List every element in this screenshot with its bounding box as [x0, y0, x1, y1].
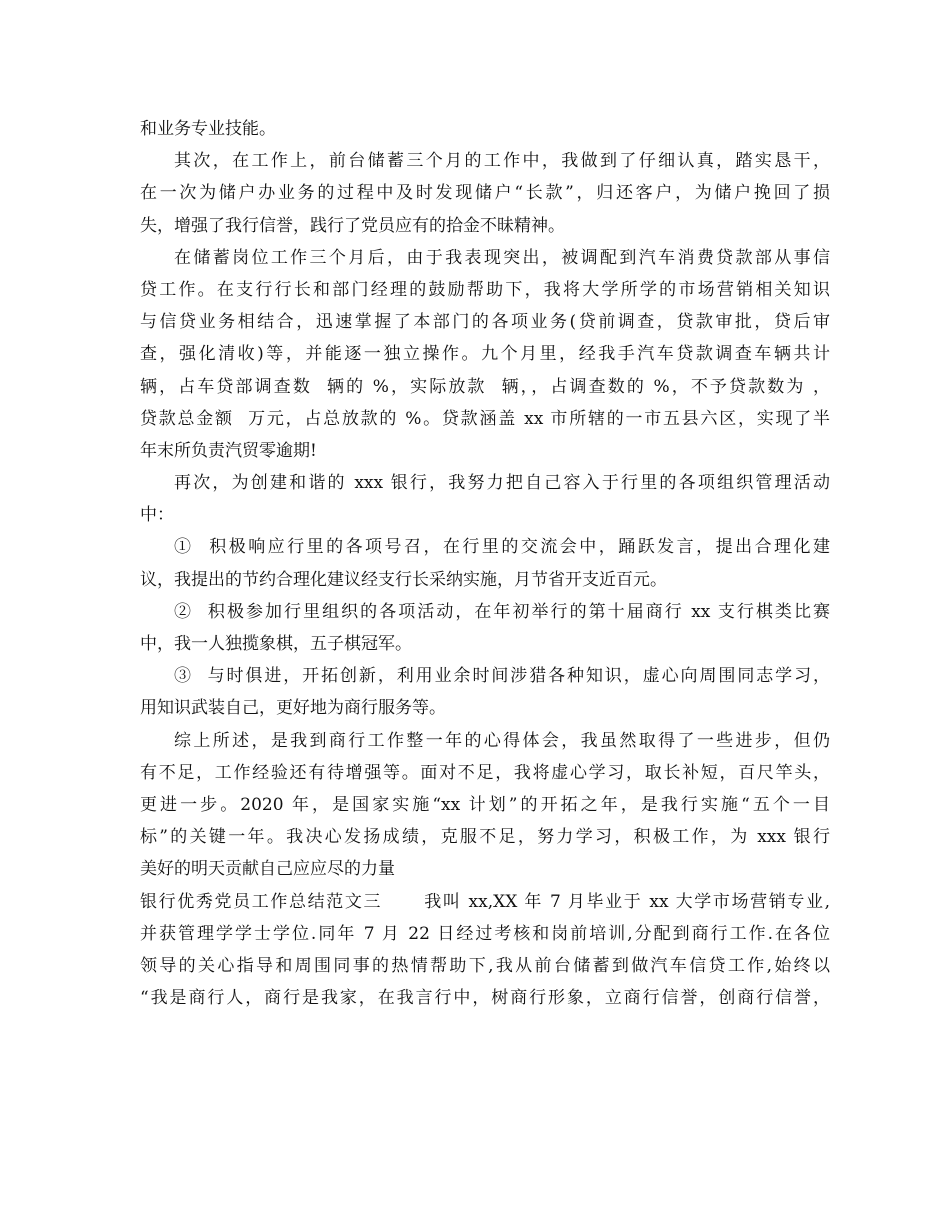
text-line: 贷款总金额 万元，占总放款的 %。贷款涵盖 xx 市所辖的一市五县六区，实现了半 — [140, 408, 830, 429]
section-heading-line: 银行优秀党员工作总结范文三 我叫 xx,XX 年 7 月毕业于 xx 大学市场营销专业, — [140, 891, 830, 912]
list-item-1: ① 积极响应行里的各项号召，在行里的交流会中，踊跃发言，提出合理化建 — [174, 537, 830, 558]
body-text — [140, 113, 830, 1014]
text-line: 有不足，工作经验还有待增强等。面对不足，我将虚心学习，取长补短，百尺竿头， — [140, 762, 830, 783]
text-line: 用知识武装自己，更好地为商行服务等。 — [140, 698, 446, 719]
text-line: 议，我提出的节约合理化建议经支行长采纳实施，月节省开支近百元。 — [140, 569, 667, 590]
text-line: 辆，占车贷部调查数 辆的 %，实际放款 辆，，占调查数的 %，不予贷款数为 ， — [140, 376, 830, 397]
paragraph-first-line: 其次，在工作上，前台储蓄三个月的工作中，我做到了仔细认真，踏实恳干， — [174, 151, 830, 172]
text-line: 更进一步。2020 年，是国家实施“xx 计划”的开拓之年，是我行实施“五个一目 — [140, 794, 830, 815]
paragraph-first-line: 再次，为创建和谐的 xxx 银行，我努力把自己容入于行里的各项组织管理活动 — [174, 473, 830, 494]
text-line: 与信贷业务相结合，迅速掌握了本部门的各项业务(贷前调查，贷款审批，贷后审 — [140, 312, 830, 333]
text-line: 中： — [140, 505, 174, 526]
text-line: 美好的明天贡献自己应应尽的力量 — [140, 859, 395, 880]
text-line: 年末所负责汽贸零逾期! — [140, 440, 317, 461]
text-line: 在一次为储户办业务的过程中及时发现储户“长款”，归还客户，为储户挽回了损 — [140, 183, 830, 204]
text-line: 和业务专业技能。 — [140, 119, 276, 139]
text-line: 查，强化清收)等，并能逐一独立操作。九个月里，经我手汽车贷款调查车辆共计 — [140, 344, 830, 365]
text-line: “我是商行人，商行是我家，在我言行中，树商行形象，立商行信誉，创商行信誉， — [140, 988, 830, 1009]
text-line: 领导的关心指导和周围同事的热情帮助下,我从前台储蓄到做汽车信贷工作,始终以 — [140, 955, 830, 976]
list-item-2: ② 积极参加行里组织的各项活动，在年初举行的第十届商行 xx 支行棋类比赛 — [174, 601, 830, 622]
text-line: 中，我一人独揽象棋，五子棋冠军。 — [140, 634, 412, 654]
text-line: 标”的关键一年。我决心发扬成绩，克服不足，努力学习，积极工作，为 xxx 银行 — [140, 827, 830, 848]
text-line: 贷工作。在支行行长和部门经理的鼓励帮助下，我将大学所学的市场营销相关知识 — [140, 279, 830, 300]
list-item-3: ③ 与时俱进，开拓创新，利用业余时间涉猎各种知识，虚心向周围同志学习， — [174, 666, 830, 687]
text-line: 并获管理学学士学位.同年 7 月 22 日经过考核和岗前培训,分配到商行工作.在各位 — [140, 923, 830, 944]
paragraph-first-line: 综上所述，是我到商行工作整一年的心得体会，我虽然取得了一些进步，但仍 — [174, 730, 830, 751]
paragraph-first-line: 在储蓄岗位工作三个月后，由于我表现突出，被调配到汽车消费贷款部从事信 — [174, 247, 830, 268]
text-line: 失，增强了我行信誉，践行了党员应有的拾金不昧精神。 — [140, 215, 565, 236]
